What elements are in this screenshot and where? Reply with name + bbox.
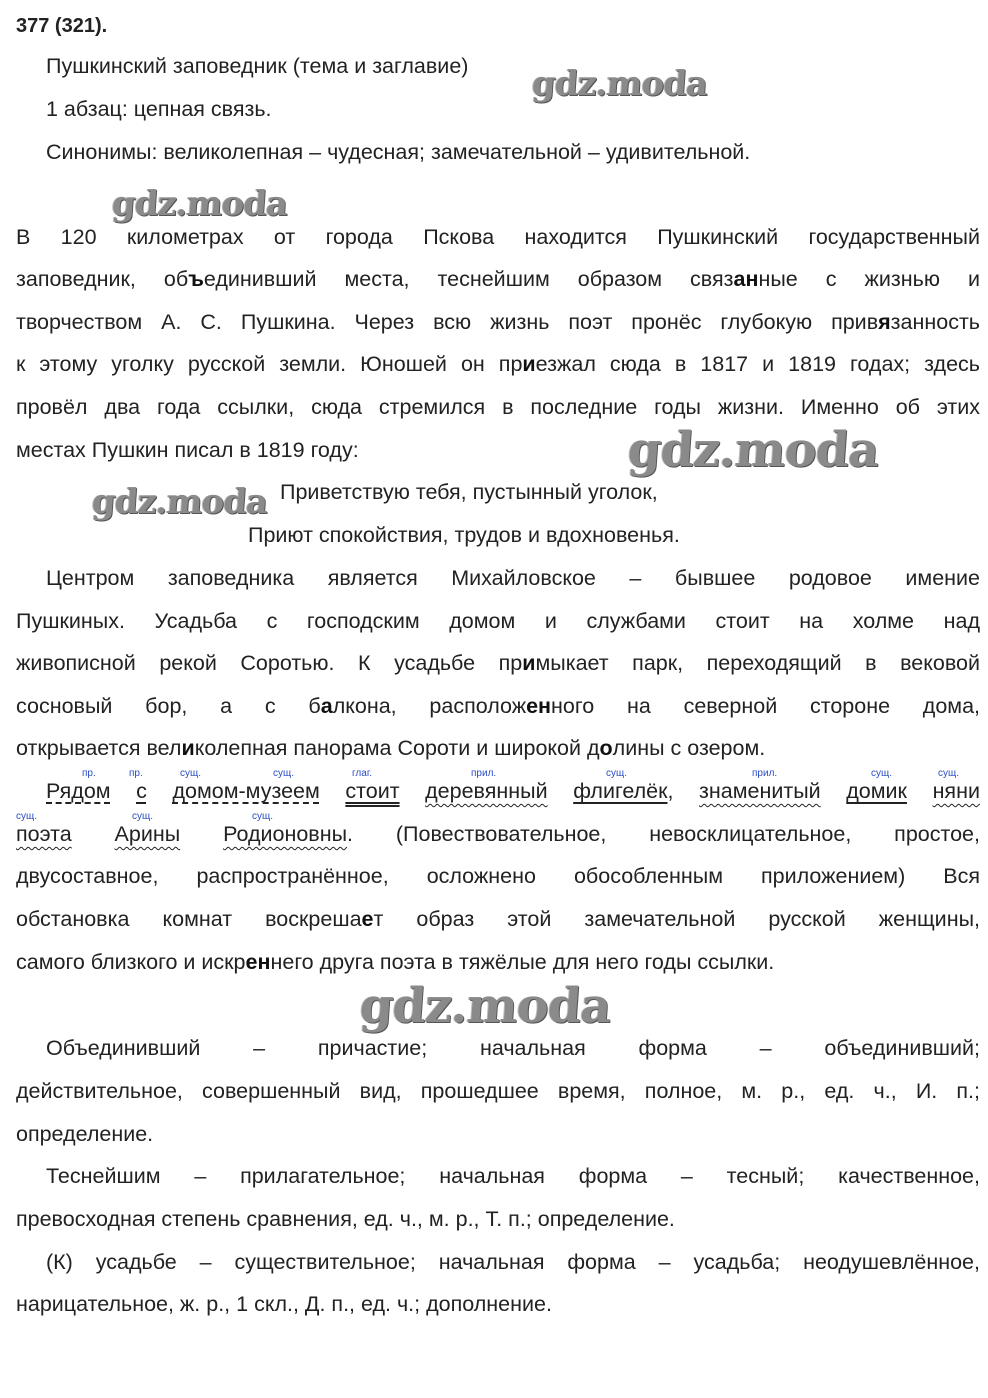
watermark: gdz.moda <box>110 184 289 224</box>
synonyms-line: Синонимы: великолепная – чудесная; замечательной – удивительной. <box>46 140 751 164</box>
label-sush-3: сущ. <box>606 768 628 779</box>
label-sush-4: сущ. <box>871 768 893 779</box>
label-sush-6: сущ. <box>16 811 38 822</box>
watermark: gdz.moda <box>626 422 881 478</box>
p3-line-2: поэта Арины Родионовны. (Повествовательное, невосклицательное, простое, <box>16 822 980 846</box>
label-sush-1: сущ. <box>180 768 202 779</box>
p3-line-5: самого близкого и искреннего друга поэта в тяжёлые для него годы ссылки. <box>16 950 775 974</box>
label-pril-1: прил. <box>471 768 497 779</box>
analysis-3-line-1: (К) усадьбе – существительное; начальная форма – усадьба; неодушевлённое, <box>46 1250 980 1274</box>
abzac-line: 1 абзац: цепная связь. <box>46 97 272 121</box>
analysis-3-line-2: нарицательное, ж. р., 1 скл., Д. п., ед. ч.; дополнение. <box>16 1292 552 1316</box>
p3-line-1: Рядом с домом-музеем стоит деревянный флигелёк, знаменитый домик няни <box>46 779 980 803</box>
label-sush-7: сущ. <box>132 811 154 822</box>
p1-line-1: В 120 километрах от города Пскова находится Пушкинский государственный <box>16 225 980 249</box>
label-pr-1: пр. <box>82 768 96 779</box>
theme-line: Пушкинский заповедник (тема и заглавие) <box>46 54 469 78</box>
analysis-1-line-2: действительное, совершенный вид, прошедшее время, полное, м. р., ед. ч., И. п.; <box>16 1079 980 1103</box>
p1-line-4: к этому уголку русской земли. Юношей он приезжал сюда в 1817 и 1819 годах; здесь <box>16 352 980 376</box>
p2-line-5: открывается великолепная панорама Сороти и широкой долины с озером. <box>16 736 766 760</box>
analysis-1-line-3: определение. <box>16 1122 154 1146</box>
label-pr-2: пр. <box>129 768 143 779</box>
label-sush-5: сущ. <box>938 768 960 779</box>
watermark: gdz.moda <box>530 64 709 104</box>
p2-line-2: Пушкиных. Усадьба с господским домом и службами стоит на холме над <box>16 609 980 633</box>
p2-line-4: сосновый бор, а с балкона, расположенного на северной стороне дома, <box>16 694 981 718</box>
p1-line-2: заповедник, объединивший места, теснейшим образом связанные с жизнью и <box>16 267 980 291</box>
label-sush-8: сущ. <box>252 811 274 822</box>
p1-line-6: местах Пушкин писал в 1819 году: <box>16 438 359 462</box>
exercise-number: 377 (321). <box>16 15 108 37</box>
label-pril-2: прил. <box>752 768 778 779</box>
p1-line-5: провёл два года ссылки, сюда стремился в последние годы жизни. Именно об этих <box>16 395 980 419</box>
label-glag: глаг. <box>352 768 373 779</box>
p3-line-4: обстановка комнат воскрешает образ этой замечательной русской женщины, <box>16 907 980 931</box>
poem-line-1: Приветствую тебя, пустынный уголок, <box>280 480 658 504</box>
analysis-1-line-1: Объединивший – причастие; начальная форма – объединивший; <box>46 1036 980 1060</box>
p2-line-1: Центром заповедника является Михайловское – бывшее родовое имение <box>46 566 980 590</box>
p2-line-3: живописной рекой Соротью. К усадьбе примыкает парк, переходящий в вековой <box>16 651 981 675</box>
analysis-2-line-1: Теснейшим – прилагательное; начальная форма – тесный; качественное, <box>46 1164 980 1188</box>
watermark: gdz.moda <box>90 482 269 522</box>
p1-line-3: творчеством А. С. Пушкина. Через всю жизнь поэт пронёс глубокую привязанность <box>16 310 980 334</box>
poem-line-2: Приют спокойствия, трудов и вдохновенья. <box>248 523 680 547</box>
p3-line-3: двусоставное, распространённое, осложнено обособленным приложением) Вся <box>16 864 980 888</box>
label-sush-2: сущ. <box>273 768 295 779</box>
watermark: gdz.moda <box>358 978 613 1034</box>
analysis-2-line-2: превосходная степень сравнения, ед. ч., м. р., Т. п.; определение. <box>16 1207 675 1231</box>
